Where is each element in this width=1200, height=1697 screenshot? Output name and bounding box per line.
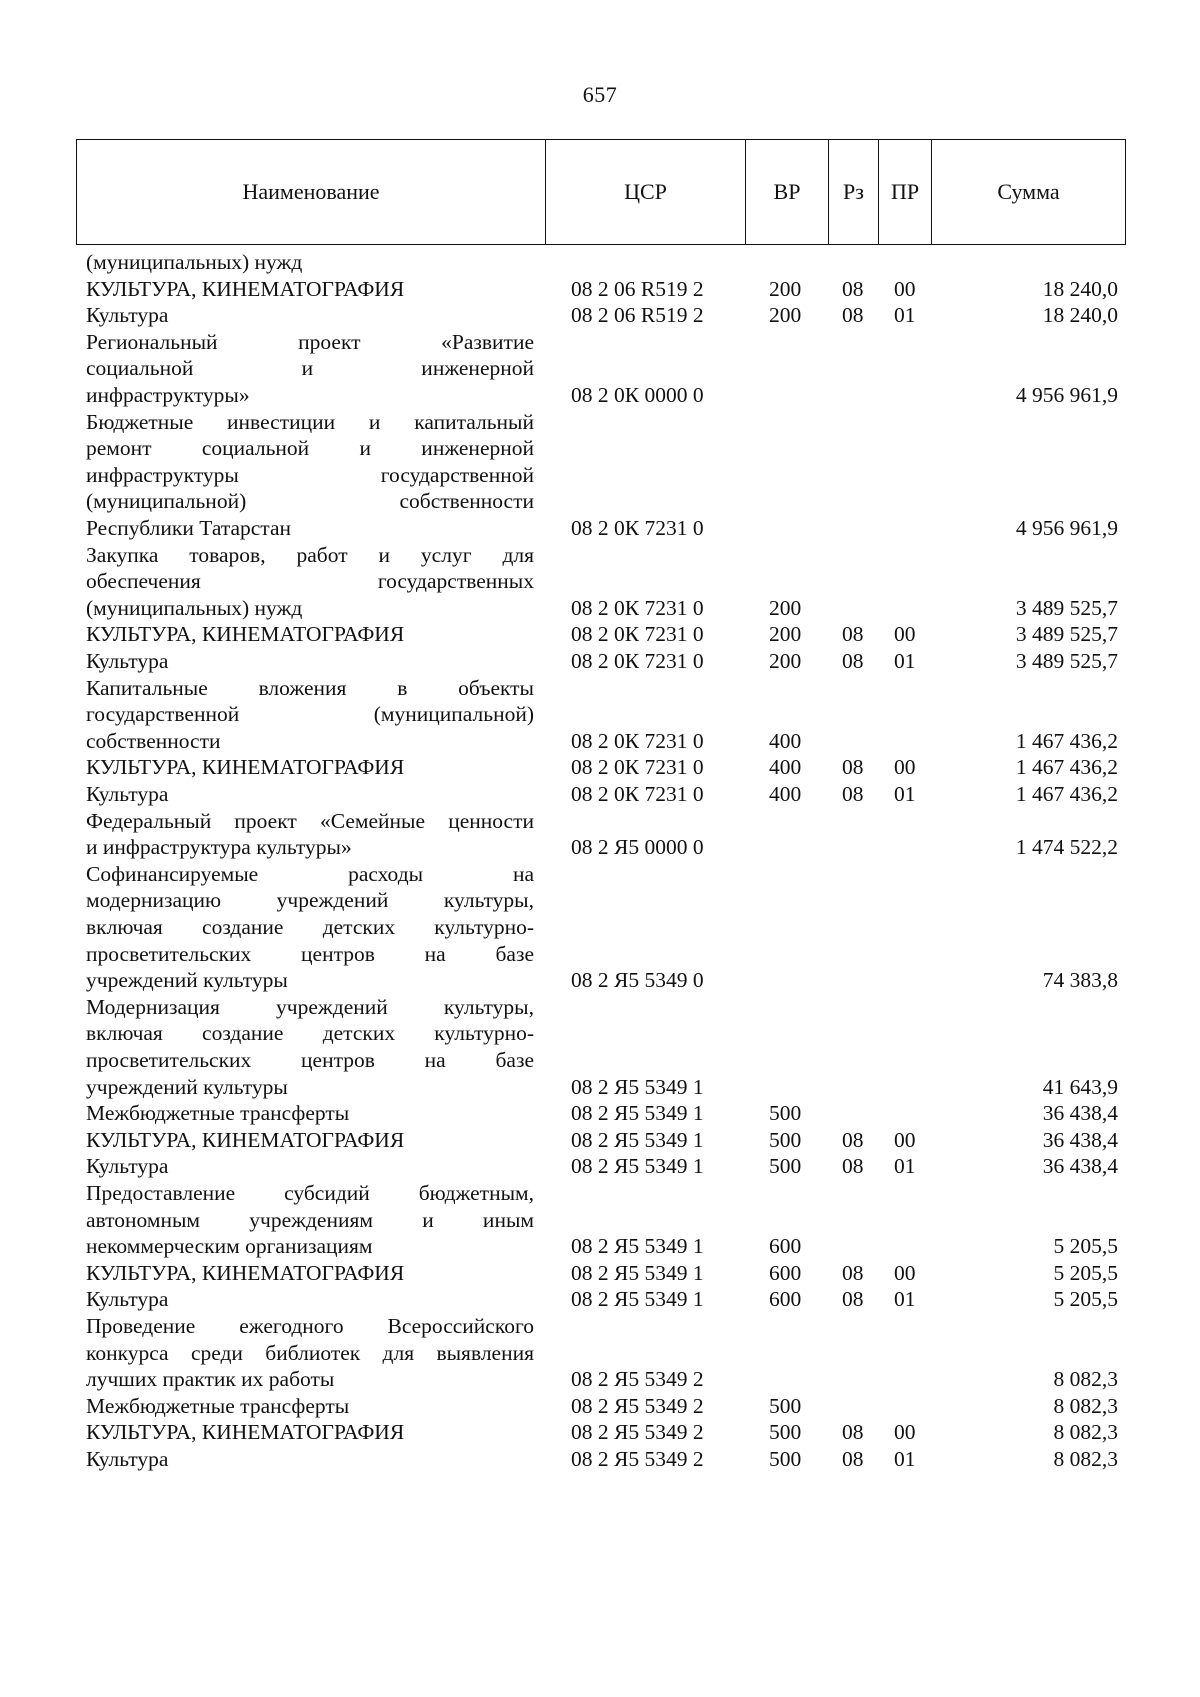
row-sum: 5 205,5 — [1053, 1234, 1118, 1259]
row-csr: 08 2 Я5 5349 0 — [571, 968, 704, 993]
row-sum: 3 489 525,7 — [1015, 622, 1118, 647]
row-name-line: Федеральный проект «Семейные ценности — [86, 808, 534, 833]
row-name — [86, 329, 534, 409]
row-vr: 200 — [769, 303, 802, 328]
row-sum: 18 240,0 — [1042, 303, 1118, 328]
row-csr: 08 2 Я5 5349 2 — [571, 1393, 704, 1418]
row-csr: 08 2 0К 7231 0 — [571, 515, 704, 540]
row-vr: 500 — [769, 1420, 802, 1445]
row-pr: 00 — [894, 1127, 916, 1152]
row-name-line: учреждений культуры — [86, 1074, 288, 1099]
row-name-line: Культура — [86, 648, 169, 673]
row-csr: 08 2 0К 0000 0 — [571, 382, 704, 407]
table-row — [0, 861, 1200, 994]
row-csr: 08 2 06 R519 2 — [571, 276, 704, 301]
row-sum: 8 082,3 — [1053, 1420, 1118, 1445]
header-csr: ЦСР — [546, 140, 746, 244]
header-sum: Сумма — [997, 179, 1060, 204]
row-name-line: (муниципальных) нужд — [86, 250, 303, 274]
table-row — [0, 675, 1200, 755]
row-name — [86, 648, 534, 675]
row-name-line: государственной (муниципальной) — [86, 702, 534, 727]
row-name — [86, 542, 534, 622]
row-pr: 01 — [894, 1154, 916, 1179]
row-sum: 36 438,4 — [1042, 1101, 1118, 1126]
row-rz: 08 — [842, 1287, 864, 1312]
row-name-line: Модернизация учреждений культуры, — [86, 994, 534, 1019]
row-sum: 5 205,5 — [1053, 1287, 1118, 1312]
row-name-line: Культура — [86, 781, 169, 806]
row-name-line: просветительских центров на базе — [86, 941, 534, 966]
row-sum: 1 474 522,2 — [1015, 835, 1118, 860]
row-name-line: (муниципальной) собственности — [86, 489, 534, 514]
row-sum: 5 205,5 — [1053, 1260, 1118, 1285]
table-row — [0, 994, 1200, 1100]
row-rz: 08 — [842, 1420, 864, 1445]
table-row — [0, 754, 1200, 781]
row-sum: 36 438,4 — [1042, 1154, 1118, 1179]
row-name-line: КУЛЬТУРА, КИНЕМАТОГРАФИЯ — [86, 276, 405, 301]
row-csr: 08 2 Я5 5349 2 — [571, 1420, 704, 1445]
row-sum: 8 082,3 — [1053, 1367, 1118, 1392]
row-name-line: инфраструктуры» — [86, 382, 250, 407]
row-name-line: и инфраструктура культуры» — [86, 835, 352, 860]
row-name-line: лучших практик их работы — [86, 1367, 335, 1392]
row-name — [86, 1153, 534, 1180]
row-sum: 8 082,3 — [1053, 1446, 1118, 1471]
row-name — [86, 249, 534, 276]
row-pr: 00 — [894, 622, 916, 647]
row-rz: 08 — [842, 781, 864, 806]
row-vr: 600 — [769, 1287, 802, 1312]
table-row — [0, 1393, 1200, 1420]
row-csr: 08 2 Я5 5349 1 — [571, 1127, 704, 1152]
row-name-line: просветительских центров на базе — [86, 1047, 534, 1072]
row-csr: 08 2 0К 7231 0 — [571, 728, 704, 753]
row-csr: 08 2 0К 7231 0 — [571, 648, 704, 673]
row-sum: 3 489 525,7 — [1015, 648, 1118, 673]
row-rz: 08 — [842, 1154, 864, 1179]
row-vr: 200 — [769, 276, 802, 301]
row-csr: 08 2 Я5 5349 1 — [571, 1154, 704, 1179]
row-csr: 08 2 06 R519 2 — [571, 303, 704, 328]
row-name — [86, 1446, 534, 1473]
row-name — [86, 861, 534, 994]
table-row — [0, 276, 1200, 303]
row-name-line: Бюджетные инвестиции и капитальный — [86, 409, 534, 434]
row-rz: 08 — [842, 622, 864, 647]
row-vr: 400 — [769, 728, 802, 753]
table-row — [0, 329, 1200, 409]
table-row — [0, 1313, 1200, 1393]
row-pr: 00 — [894, 1260, 916, 1285]
row-pr: 00 — [894, 276, 916, 301]
table-row — [0, 1153, 1200, 1180]
row-name — [86, 1100, 534, 1127]
row-rz: 08 — [842, 1446, 864, 1471]
row-csr: 08 2 Я5 5349 1 — [571, 1074, 704, 1099]
row-pr: 01 — [894, 781, 916, 806]
row-name-line: КУЛЬТУРА, КИНЕМАТОГРАФИЯ — [86, 622, 405, 647]
row-csr: 08 2 0К 7231 0 — [571, 781, 704, 806]
row-name-line: КУЛЬТУРА, КИНЕМАТОГРАФИЯ — [86, 1260, 405, 1285]
row-name-line: Культура — [86, 1287, 169, 1312]
table-row — [0, 808, 1200, 861]
row-rz: 08 — [842, 648, 864, 673]
row-rz: 08 — [842, 1260, 864, 1285]
row-name — [86, 1286, 534, 1313]
row-name-line: Региональный проект «Развитие — [86, 329, 534, 354]
row-sum: 4 956 961,9 — [1015, 382, 1118, 407]
row-csr: 08 2 0К 7231 0 — [571, 622, 704, 647]
row-vr: 400 — [769, 755, 802, 780]
row-name-line: автономным учреждениям и иным — [86, 1207, 534, 1232]
row-vr: 500 — [769, 1446, 802, 1471]
header-vr: ВР — [746, 140, 829, 244]
table-row — [0, 409, 1200, 542]
row-csr: 08 2 Я5 5349 2 — [571, 1367, 704, 1392]
row-name — [86, 1419, 534, 1446]
header-pr: ПР — [879, 140, 932, 244]
table-row — [0, 302, 1200, 329]
row-name-line: Предоставление субсидий бюджетным, — [86, 1180, 534, 1205]
row-vr: 500 — [769, 1101, 802, 1126]
row-name-line: Межбюджетные трансферты — [86, 1101, 350, 1126]
row-sum: 18 240,0 — [1042, 276, 1118, 301]
row-rz: 08 — [842, 303, 864, 328]
row-pr: 01 — [894, 648, 916, 673]
row-name-line: ремонт социальной и инженерной — [86, 436, 534, 461]
row-name-line: инфраструктуры государственной — [86, 462, 534, 487]
row-name — [86, 808, 534, 861]
row-name-line: Культура — [86, 1154, 169, 1179]
row-name-line: Капитальные вложения в объекты — [86, 675, 534, 700]
row-name — [86, 1313, 534, 1393]
row-name-line: (муниципальных) нужд — [86, 595, 303, 620]
row-csr: 08 2 0К 7231 0 — [571, 755, 704, 780]
row-name-line: КУЛЬТУРА, КИНЕМАТОГРАФИЯ — [86, 755, 405, 780]
row-name — [86, 754, 534, 781]
row-pr: 01 — [894, 303, 916, 328]
row-vr: 200 — [769, 595, 802, 620]
table-row — [0, 621, 1200, 648]
row-name — [86, 302, 534, 329]
row-sum: 8 082,3 — [1053, 1393, 1118, 1418]
row-name-line: учреждений культуры — [86, 968, 288, 993]
row-vr: 500 — [769, 1154, 802, 1179]
row-sum: 41 643,9 — [1042, 1074, 1118, 1099]
row-name-line: обеспечения государственных — [86, 569, 534, 594]
row-name — [86, 1127, 534, 1154]
row-pr: 01 — [894, 1446, 916, 1471]
row-name — [86, 675, 534, 755]
row-vr: 500 — [769, 1127, 802, 1152]
table-row — [0, 1446, 1200, 1473]
row-name-line: собственности — [86, 728, 221, 753]
row-rz: 08 — [842, 276, 864, 301]
row-csr: 08 2 Я5 0000 0 — [571, 835, 704, 860]
row-name — [86, 1393, 534, 1420]
row-sum: 3 489 525,7 — [1015, 595, 1118, 620]
row-vr: 500 — [769, 1393, 802, 1418]
row-sum: 74 383,8 — [1042, 968, 1118, 993]
table-row — [0, 781, 1200, 808]
row-vr: 600 — [769, 1234, 802, 1259]
row-vr: 200 — [769, 622, 802, 647]
table-row — [0, 1100, 1200, 1127]
row-csr: 08 2 Я5 5349 1 — [571, 1260, 704, 1285]
row-name-line: Культура — [86, 303, 169, 328]
row-name-line: КУЛЬТУРА, КИНЕМАТОГРАФИЯ — [86, 1420, 405, 1445]
row-name-line: Республики Татарстан — [86, 515, 292, 540]
row-name-line: Межбюджетные трансферты — [86, 1393, 350, 1418]
row-vr: 200 — [769, 648, 802, 673]
row-name-line: конкурса среди библиотек для выявления — [86, 1340, 534, 1365]
table-row — [0, 1260, 1200, 1287]
table-row — [0, 1286, 1200, 1313]
row-name-line: включая создание детских культурно- — [86, 914, 534, 939]
row-name — [86, 409, 534, 542]
row-csr: 08 2 Я5 5349 1 — [571, 1234, 704, 1259]
row-csr: 08 2 Я5 5349 1 — [571, 1101, 704, 1126]
row-name-line: КУЛЬТУРА, КИНЕМАТОГРАФИЯ — [86, 1127, 405, 1152]
table-header — [76, 139, 1126, 245]
row-pr: 00 — [894, 1420, 916, 1445]
row-name-line: Культура — [86, 1446, 169, 1471]
row-name — [86, 621, 534, 648]
table-body — [0, 249, 1200, 1472]
header-rz: Рз — [829, 140, 879, 244]
row-csr: 08 2 0К 7231 0 — [571, 595, 704, 620]
row-name — [86, 1260, 534, 1287]
row-pr: 00 — [894, 755, 916, 780]
page-number: 657 — [582, 82, 618, 107]
row-name-line: социальной и инженерной — [86, 356, 534, 381]
row-sum: 1 467 436,2 — [1015, 755, 1118, 780]
row-name-line: Софинансируемые расходы на — [86, 861, 534, 886]
header-name: Наименование — [77, 140, 546, 244]
row-pr: 01 — [894, 1287, 916, 1312]
table-row — [0, 1127, 1200, 1154]
row-csr: 08 2 Я5 5349 1 — [571, 1287, 704, 1312]
row-sum: 1 467 436,2 — [1015, 781, 1118, 806]
row-vr: 600 — [769, 1260, 802, 1285]
row-vr: 400 — [769, 781, 802, 806]
table-row — [0, 648, 1200, 675]
row-sum: 36 438,4 — [1042, 1127, 1118, 1152]
row-name-line: модернизацию учреждений культуры, — [86, 888, 534, 913]
row-rz: 08 — [842, 755, 864, 780]
row-csr: 08 2 Я5 5349 2 — [571, 1446, 704, 1471]
row-name — [86, 276, 534, 303]
table-row — [0, 1180, 1200, 1260]
table-row — [0, 1419, 1200, 1446]
row-name-line: некоммерческим организациям — [86, 1234, 373, 1259]
row-name — [86, 781, 534, 808]
row-sum: 4 956 961,9 — [1015, 515, 1118, 540]
row-name-line: Закупка товаров, работ и услуг для — [86, 542, 534, 567]
table-row — [0, 542, 1200, 622]
row-sum: 1 467 436,2 — [1015, 728, 1118, 753]
row-rz: 08 — [842, 1127, 864, 1152]
row-name — [86, 1180, 534, 1260]
row-name-line: включая создание детских культурно- — [86, 1021, 534, 1046]
table-row — [0, 249, 1200, 276]
row-name-line: Проведение ежегодного Всероссийского — [86, 1313, 534, 1338]
row-name — [86, 994, 534, 1100]
